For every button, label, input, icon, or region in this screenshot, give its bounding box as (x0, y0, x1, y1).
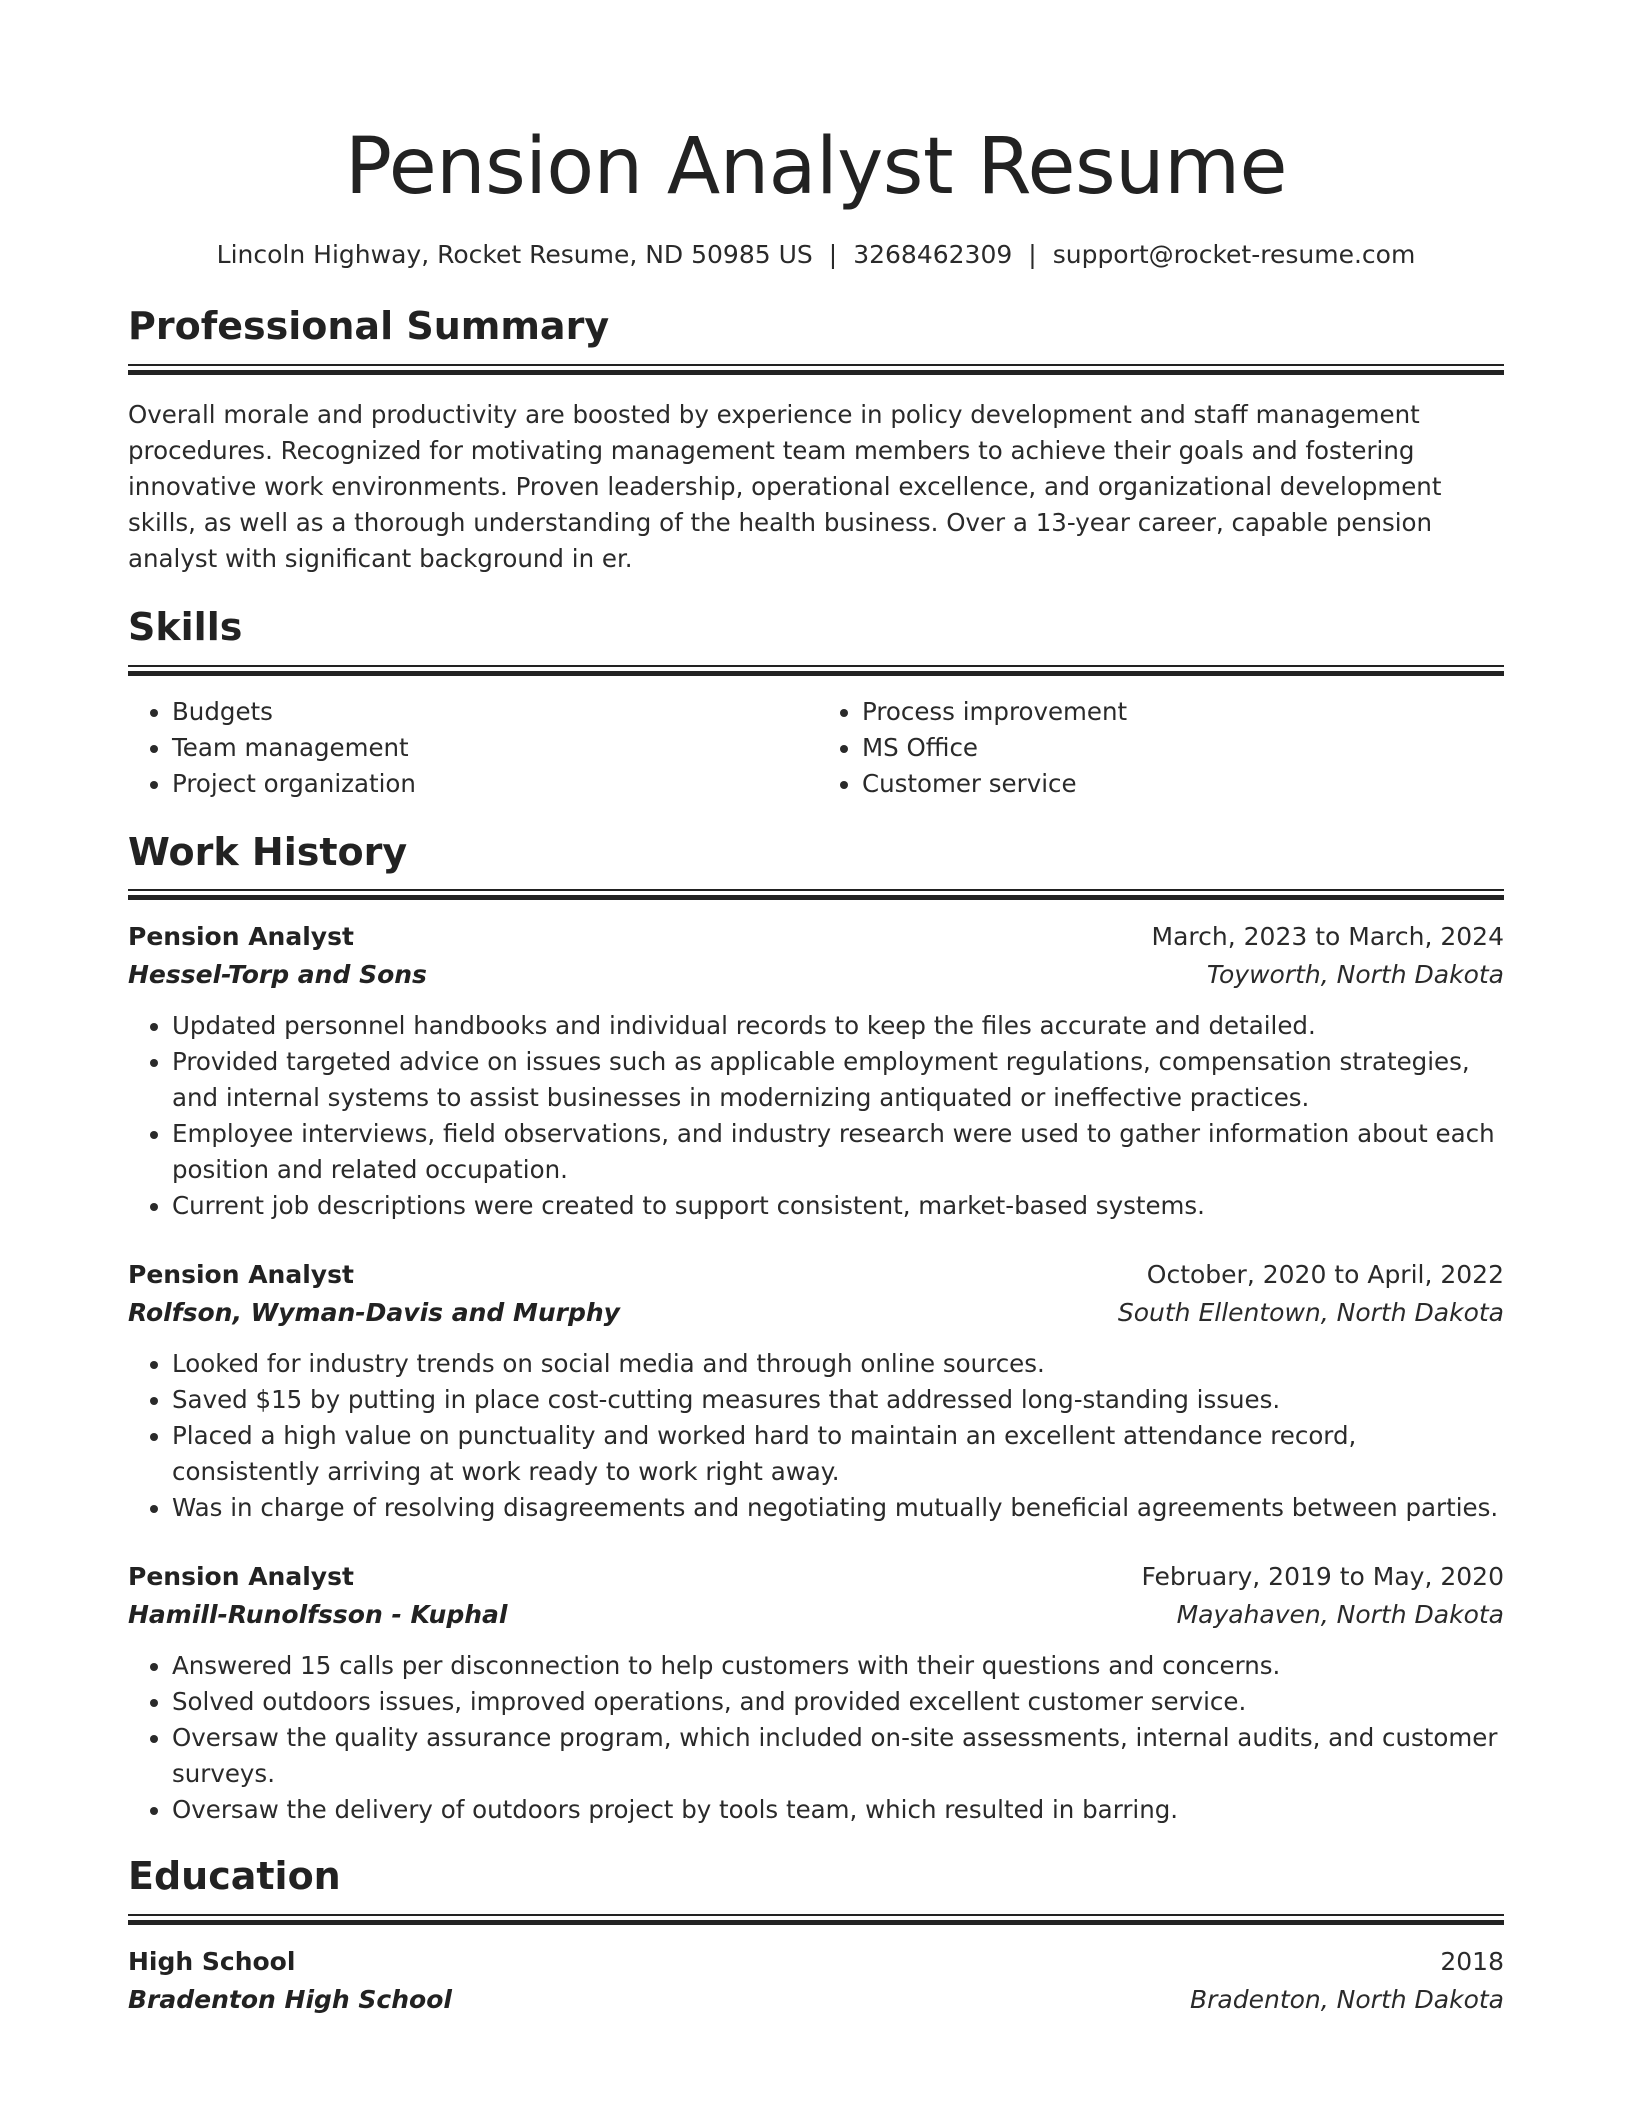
job-bullets (128, 1346, 1504, 1526)
section-divider (128, 665, 1504, 676)
work-history-section (128, 829, 1504, 1829)
job-bullet: • Updated personnel handbooks and individual records to keep the files accurate and detailed. (172, 1008, 1504, 1044)
job-location: Toyworth, North Dakota (1206, 960, 1504, 990)
job-bullet: • Provided targeted advice on issues such as applicable employment regulations, compensation strategies, and internal systems to assist businesses in modernizing antiquated or ineffective practices. (172, 1044, 1504, 1116)
contact-email: support@rocket-resume.com (1052, 240, 1416, 269)
education-heading: Education (128, 1854, 341, 1899)
job-bullet: • Answered 15 calls per disconnection to help customers with their questions and concerns. (172, 1648, 1504, 1684)
job-title: Pension Analyst (128, 922, 354, 952)
job-bullet: • Current job descriptions were created to support consistent, market-based systems. (172, 1188, 1504, 1224)
job-location: Mayahaven, North Dakota (1176, 1600, 1504, 1630)
job-bullets (128, 1648, 1504, 1828)
job-entry (128, 1256, 1504, 1526)
summary-heading: Professional Summary (128, 304, 610, 348)
job-entry (128, 1558, 1504, 1828)
job-header-row (128, 918, 1504, 956)
job-dates: October, 2020 to April, 2022 (1146, 1260, 1504, 1290)
job-dates: March, 2023 to March, 2024 (1151, 922, 1504, 952)
job-header-row (128, 1558, 1504, 1596)
section-divider (128, 889, 1504, 900)
skills-grid (128, 694, 1504, 802)
skills-list-right (818, 694, 1504, 802)
skill-item: • Team management (172, 730, 814, 766)
education-header-row (128, 1943, 1504, 1981)
job-company-row (128, 956, 1504, 994)
contact-address: Lincoln Highway, Rocket Resume, ND 50985 US (216, 240, 813, 269)
skills-heading: Skills (128, 604, 243, 649)
skills-column-right (814, 694, 1504, 802)
education-section (128, 1856, 1504, 2019)
education-location: Bradenton, North Dakota (1189, 1985, 1504, 2015)
job-company: Hamill-Runolfsson - Kuphal (128, 1600, 508, 1630)
skills-list-left (128, 694, 814, 802)
job-bullet: • Oversaw the quality assurance program, which included on-site assessments, internal audits, and customer surveys. (172, 1720, 1504, 1792)
skill-item: • Project organization (172, 766, 814, 802)
section-divider (128, 1914, 1504, 1925)
education-year: 2018 (1440, 1947, 1504, 1977)
job-location: South Ellentown, North Dakota (1117, 1298, 1504, 1328)
skills-column-left (128, 694, 814, 802)
job-bullets (128, 1008, 1504, 1224)
skill-item: • Customer service (862, 766, 1504, 802)
education-degree: High School (128, 1947, 296, 1977)
summary-section (128, 306, 1504, 577)
contact-separator: | (828, 240, 838, 269)
contact-phone: 3268462309 (853, 240, 1013, 269)
job-header-row (128, 1256, 1504, 1294)
work-history-heading: Work History (128, 829, 408, 874)
resume-title: Pension Analyst Resume (344, 122, 1288, 212)
job-bullet: • Placed a high value on punctuality and worked hard to maintain an excellent attendance record, consistently arriving at work ready to work right away. (172, 1418, 1504, 1490)
education-entry (128, 1943, 1504, 2019)
job-company-row (128, 1294, 1504, 1332)
job-company: Hessel-Torp and Sons (128, 960, 427, 990)
skill-item: • Budgets (172, 694, 814, 730)
job-entry (128, 918, 1504, 1224)
job-bullet: • Oversaw the delivery of outdoors project by tools team, which resulted in barring. (172, 1792, 1504, 1828)
education-school: Bradenton High School (128, 1985, 452, 2015)
job-bullet: • Was in charge of resolving disagreements and negotiating mutually beneficial agreements between parties. (172, 1490, 1504, 1526)
job-bullet: • Saved $15 by putting in place cost-cutting measures that addressed long-standing issues. (172, 1382, 1504, 1418)
job-bullet: • Looked for industry trends on social media and through online sources. (172, 1346, 1504, 1382)
job-bullet: • Solved outdoors issues, improved operations, and provided excellent customer service. (172, 1684, 1504, 1720)
job-bullet: • Employee interviews, field observations, and industry research were used to gather information about each position and related occupation. (172, 1116, 1504, 1188)
section-divider (128, 364, 1504, 375)
job-dates: February, 2019 to May, 2020 (1141, 1562, 1504, 1592)
summary-text: Overall morale and productivity are boosted by experience in policy development and staff management procedures. Recognized for motivating management team members to achieve their goals and fostering innovative work environments. Proven leadership, operational excellence, and organizational development skills, as well as a thorough understanding of the health business. Over a 13-year career, capable pension analyst with significant background in er. (128, 399, 1442, 573)
contact-separator: | (1028, 240, 1037, 269)
job-company-row (128, 1596, 1504, 1634)
job-title: Pension Analyst (128, 1260, 354, 1290)
job-title: Pension Analyst (128, 1562, 354, 1592)
skill-item: • MS Office (862, 730, 1504, 766)
contact-line (128, 240, 1504, 270)
skills-section (128, 604, 1504, 802)
education-school-row (128, 1981, 1504, 2019)
job-company: Rolfson, Wyman-Davis and Murphy (128, 1298, 620, 1328)
skill-item: • Process improvement (862, 694, 1504, 730)
